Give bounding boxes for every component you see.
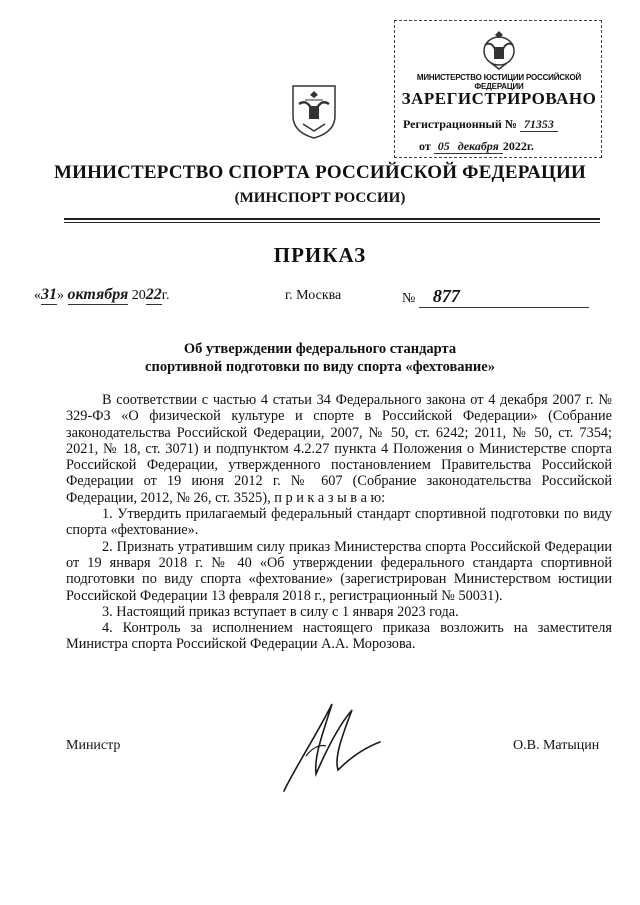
- header-rule: [64, 218, 600, 220]
- stamp-ministry: МИНИСТЕРСТВО ЮСТИЦИИ РОССИЙСКОЙ ФЕДЕРАЦИИ: [416, 73, 582, 91]
- order-city: г. Москва: [285, 288, 342, 303]
- subject-line: Об утверждении федерального стандарта: [183, 341, 457, 357]
- order-date: [34, 286, 169, 305]
- order-number: [402, 286, 589, 308]
- body-paragraph: 4. Контроль за исполнением настоящего приказа возложить на заместителя Министра спорта Российской Федерации А.А. Морозова.: [66, 620, 612, 653]
- stamp-regnum-label: Регистрационный №: [403, 117, 517, 131]
- order-date-day: 31: [41, 286, 57, 303]
- stamp-date-day: 05: [434, 139, 454, 154]
- registration-stamp: [394, 20, 602, 158]
- body-paragraph: В соответствии с частью 4 статьи 34 Федерального закона от 4 декабря 2007 г. № 329-ФЗ «О физической культуре и спорте в Российской Федерации» (Собрание законодательства Российской Федерации, 2007, № 50, ст. 6242; 2011, № 50, ст. 7354; 2021, № 18, ст. 3071) и подпунктом 4.2.27 пункта 4 Положения о Министерстве спорта Российской Федерации, утвержденного постановлением Правительства Российской Федерации от 19 июня 2012 г. № 607 (Собрание законодательства Российской Федерации, 2012, № 26, ст. 3525), п р и к а з ы в а ю:: [66, 392, 612, 506]
- signer-name: О.В. Матыцин: [513, 738, 600, 753]
- body-paragraph: 2. Признать утратившим силу приказ Министерства спорта Российской Федерации от 19 января 2018 г. № 40 «Об утверждении федерального стандарта спортивной подготовки по виду спорта «фехтование» (зарегистрирован Министерством юстиции Российской Федерации 13 февраля 2018 г., регистрационный № 50031).: [66, 538, 612, 604]
- subject-line: спортивной подготовки по виду спорта «фехтование»: [145, 359, 495, 375]
- order-number-label: №: [402, 291, 416, 306]
- coat-of-arms-icon: [289, 82, 339, 140]
- body-paragraph: 3. Настоящий приказ вступает в силу с 1 января 2023 года.: [102, 603, 459, 620]
- date-close-quote: »: [57, 288, 64, 303]
- order-number-value: 877: [419, 286, 589, 308]
- stamp-registered: ЗАРЕГИСТРИРОВАНО: [401, 89, 597, 108]
- order-date-month: октября: [67, 286, 129, 303]
- stamp-registration-date: [419, 139, 534, 154]
- order-body: [66, 392, 612, 653]
- ministry-short-heading: (МИНСПОРТ РОССИИ): [234, 190, 406, 206]
- order-title: ПРИКАЗ: [273, 243, 367, 267]
- order-date-suffix: г.: [161, 288, 170, 303]
- coat-of-arms-icon: [479, 27, 519, 71]
- stamp-regnum-value: 71353: [520, 117, 558, 132]
- stamp-date-suffix: г.: [526, 139, 534, 153]
- handwritten-signature: [276, 696, 386, 796]
- order-date-year-prefix: 20: [131, 288, 146, 303]
- body-paragraph: 1. Утвердить прилагаемый федеральный стандарт спортивной подготовки по виду спорта «фехтование».: [66, 506, 612, 539]
- signer-position: Министр: [66, 738, 121, 753]
- stamp-date-prefix: от: [419, 139, 431, 153]
- order-subject: [0, 340, 640, 376]
- ministry-heading: МИНИСТЕРСТВО СПОРТА РОССИЙСКОЙ ФЕДЕРАЦИИ: [54, 162, 586, 183]
- stamp-date-month: декабря: [454, 139, 503, 154]
- stamp-registration-number: [403, 117, 558, 132]
- order-date-year: 22: [145, 286, 162, 303]
- stamp-date-year: 2022: [502, 139, 527, 153]
- header-rule: [64, 222, 600, 223]
- date-open-quote: «: [34, 288, 41, 303]
